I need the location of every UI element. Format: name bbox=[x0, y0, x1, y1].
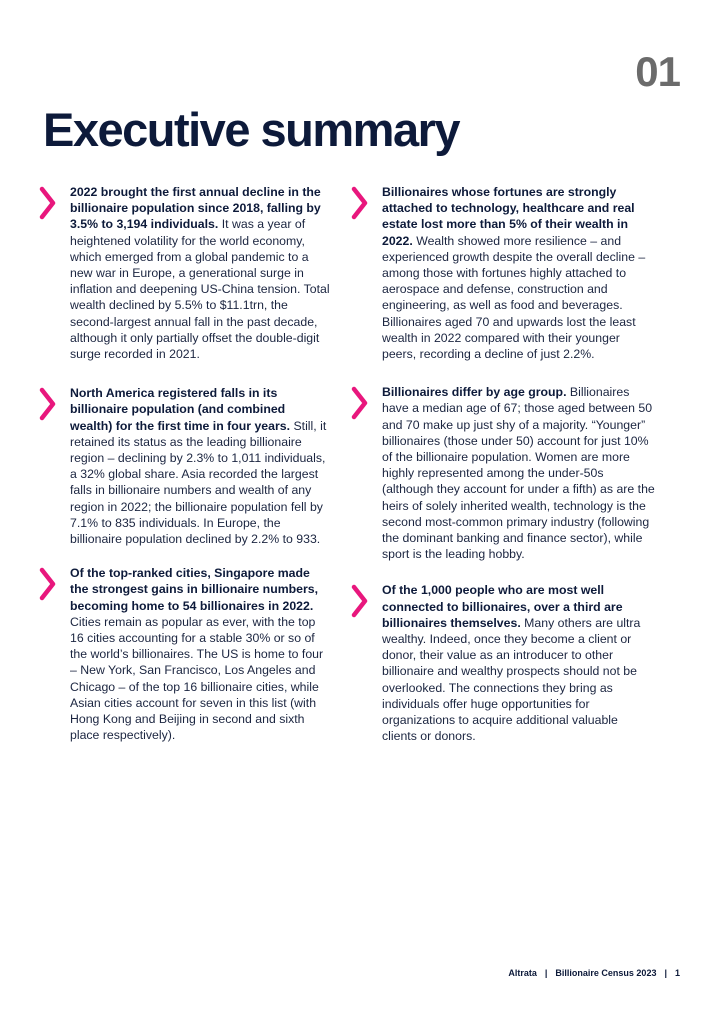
footer-page-number: 1 bbox=[674, 968, 680, 978]
summary-paragraph bbox=[70, 385, 330, 547]
summary-item bbox=[350, 384, 656, 562]
chevron-right-icon bbox=[350, 186, 370, 220]
left-column bbox=[38, 178, 330, 744]
chevron-right-icon bbox=[350, 584, 370, 618]
page-footer bbox=[508, 968, 680, 978]
summary-item bbox=[38, 385, 330, 547]
summary-item bbox=[350, 184, 656, 362]
summary-item bbox=[350, 582, 656, 744]
summary-body: Wealth showed more resilience – and experienced growth despite the overall decline – among those with fortunes highly attached to aerospace and defense, construction and engineering, as well as food and beverages. Billionaires aged 70 and upwards lost the least wealth in 2022 compared with their younger peers, recording a decline of just 2.2%. bbox=[382, 233, 646, 362]
summary-body: Cities remain as popular as ever, with the top 16 cities accounting for a stable 30% or so of the world’s billionaires. The US is home to four – New York, San Francisco, Los Angeles and Chicago – of the top 16 billionaire cities, while Asian cities account for seven in this list (with Hong Kong and Beijing in second and sixth place respectively). bbox=[70, 614, 324, 743]
page-number: 01 bbox=[635, 48, 680, 95]
right-column bbox=[350, 178, 656, 745]
summary-item bbox=[38, 565, 330, 743]
summary-lead: Billionaires differ by age group. bbox=[382, 385, 567, 400]
footer-separator: | bbox=[544, 968, 548, 978]
chevron-right-icon bbox=[38, 387, 58, 421]
summary-body: Still, it retained its status as the leading billionaire region – declining by 2.3% to 1,011 individuals, a 32% global share. Asia recorded the largest falls in billionaire numbers and wealth of any region in 2022; the billionaire population fell by 7.1% to 835 individuals. In Europe, the billionaire population declined by 2.2% to 933. bbox=[70, 418, 327, 547]
footer-report-title: Billionaire Census 2023 bbox=[555, 968, 657, 978]
summary-paragraph bbox=[382, 582, 656, 744]
summary-body: It was a year of heightened volatility for the world economy, which emerged from a global pandemic to a new war in Europe, a generational surge in inflation and deepening US-China tension. Total wealth declined by 5.5% to $11.1trn, the second-largest annual fall in the past decade, although it only partially offset the double-digit surge recorded in 2021. bbox=[70, 217, 330, 362]
summary-lead: North America registered falls in its billionaire population (and combined wealth) for the first time in four years. bbox=[70, 386, 291, 433]
summary-lead: 2022 brought the first annual decline in the billionaire population since 2018, falling by 3.5% to 3,194 individuals. bbox=[70, 185, 321, 232]
summary-paragraph bbox=[70, 565, 330, 743]
summary-lead: Of the top-ranked cities, Singapore made the strongest gains in billionaire numbers, becoming home to 54 billionaires in 2022. bbox=[70, 566, 319, 613]
summary-lead: Of the 1,000 people who are most well connected to billionaires, over a third are billionaires themselves. bbox=[382, 583, 623, 630]
summary-paragraph bbox=[70, 184, 330, 362]
summary-paragraph bbox=[382, 184, 656, 362]
chevron-right-icon bbox=[38, 567, 58, 601]
summary-body: Many others are ultra wealthy. Indeed, once they become a client or donor, their value as an introducer to other billionaire and wealthy prospects should not be overlooked. The connections they bring as individuals offer huge opportunities for organizations to acquire additional valuable clients or donors. bbox=[382, 615, 641, 744]
summary-lead: Billionaires whose fortunes are strongly attached to technology, healthcare and real estate lost more than 5% of their wealth in 2022. bbox=[382, 185, 635, 248]
page-title: Executive summary bbox=[43, 103, 460, 156]
chevron-right-icon bbox=[350, 386, 370, 420]
chevron-right-icon bbox=[38, 186, 58, 220]
summary-body: Billionaires have a median age of 67; those aged between 50 and 70 make up just shy of a majority. “Younger” billionaires (those under 50) account for just 10% of the billionaire population. Women are more highly represented among the under-50s (although they account for under a fifth) as are the heirs of solely inherited wealth, technology is the second most-common primary industry (following the dominant banking and finance sector), while sport is the leading hobby. bbox=[382, 385, 655, 562]
footer-separator: | bbox=[664, 968, 667, 978]
footer-brand: Altrata bbox=[508, 968, 537, 978]
summary-paragraph bbox=[382, 384, 656, 562]
summary-item bbox=[38, 184, 330, 362]
